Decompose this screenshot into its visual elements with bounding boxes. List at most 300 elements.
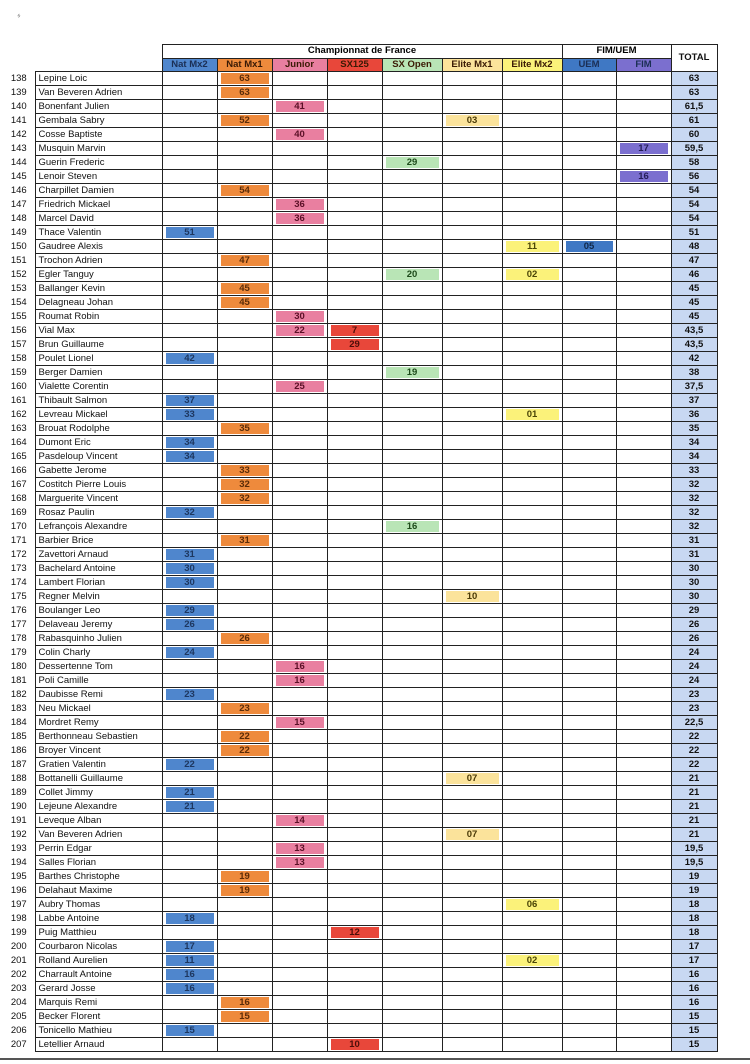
points-cell-sxopen xyxy=(382,128,442,142)
table-row xyxy=(3,114,717,128)
total-cell: 21 xyxy=(671,814,717,828)
points-cell-elitemx1 xyxy=(442,408,502,422)
points-cell-fim xyxy=(616,478,671,492)
points-cell-uem xyxy=(562,184,616,198)
points-cell-natmx2 xyxy=(162,730,217,744)
rider-name-cell: Van Beveren Adrien xyxy=(35,86,162,100)
rank-cell: 203 xyxy=(10,982,27,994)
points-value: 47 xyxy=(221,255,269,266)
points-cell-elitemx2 xyxy=(502,408,562,422)
points-cell-sx125 xyxy=(327,772,382,786)
table-row xyxy=(3,296,717,310)
points-cell-natmx2 xyxy=(162,548,217,562)
points-value: 30 xyxy=(276,311,324,322)
points-cell-natmx2 xyxy=(162,1010,217,1024)
points-cell-elitemx2 xyxy=(502,562,562,576)
points-cell-junior xyxy=(272,184,327,198)
points-cell-natmx2 xyxy=(162,422,217,436)
points-cell-sxopen xyxy=(382,506,442,520)
table-row xyxy=(3,310,717,324)
points-cell-fim xyxy=(616,184,671,198)
points-cell-natmx1 xyxy=(217,366,272,380)
points-cell-sx125 xyxy=(327,968,382,982)
points-cell-sx125 xyxy=(327,758,382,772)
points-cell-sxopen xyxy=(382,380,442,394)
total-cell: 47 xyxy=(671,254,717,268)
table-row xyxy=(3,912,717,926)
points-cell-fim xyxy=(616,954,671,968)
points-cell-natmx1 xyxy=(217,170,272,184)
points-cell-natmx2 xyxy=(162,254,217,268)
points-cell-natmx1 xyxy=(217,394,272,408)
points-cell-sxopen xyxy=(382,870,442,884)
points-cell-junior xyxy=(272,352,327,366)
points-cell-natmx2 xyxy=(162,212,217,226)
rider-name-cell: Thace Valentin xyxy=(35,226,162,240)
points-cell-uem xyxy=(562,772,616,786)
rider-name-cell: Marguerite Vincent xyxy=(35,492,162,506)
total-cell: 29 xyxy=(671,604,717,618)
points-cell-fim xyxy=(616,758,671,772)
points-cell-junior xyxy=(272,982,327,996)
points-cell-junior xyxy=(272,156,327,170)
total-cell: 18 xyxy=(671,898,717,912)
points-cell-uem xyxy=(562,114,616,128)
points-value: 22 xyxy=(221,731,269,742)
points-cell-natmx2 xyxy=(162,828,217,842)
points-cell-sxopen xyxy=(382,310,442,324)
points-cell-elitemx1 xyxy=(442,674,502,688)
points-cell-fim xyxy=(616,394,671,408)
points-cell-elitemx2 xyxy=(502,310,562,324)
points-value: 16 xyxy=(620,171,668,182)
group-header-france: Championnat de France xyxy=(162,45,562,59)
rider-name-cell: Leveque Alban xyxy=(35,814,162,828)
points-cell-elitemx2 xyxy=(502,912,562,926)
points-cell-elitemx1 xyxy=(442,842,502,856)
points-value: 21 xyxy=(166,801,214,812)
points-value: 11 xyxy=(166,955,214,966)
rider-name-cell: Trochon Adrien xyxy=(35,254,162,268)
points-cell-elitemx1 xyxy=(442,758,502,772)
points-cell-junior xyxy=(272,394,327,408)
points-cell-elitemx2 xyxy=(502,198,562,212)
points-cell-junior xyxy=(272,968,327,982)
points-value: 05 xyxy=(566,241,613,252)
points-cell-elitemx2 xyxy=(502,282,562,296)
total-cell: 30 xyxy=(671,562,717,576)
points-cell-fim xyxy=(616,982,671,996)
points-cell-natmx2 xyxy=(162,72,217,86)
points-cell-elitemx1 xyxy=(442,100,502,114)
points-cell-sx125 xyxy=(327,198,382,212)
points-cell-natmx1 xyxy=(217,492,272,506)
rank-cell: 138 xyxy=(10,72,27,84)
points-cell-natmx2 xyxy=(162,716,217,730)
total-cell: 21 xyxy=(671,828,717,842)
total-cell: 43,5 xyxy=(671,338,717,352)
points-cell-elitemx1 xyxy=(442,646,502,660)
rider-name-cell: Colin Charly xyxy=(35,646,162,660)
table-row xyxy=(3,198,717,212)
total-cell: 32 xyxy=(671,506,717,520)
header-spacer xyxy=(3,45,35,59)
points-cell-sx125 xyxy=(327,408,382,422)
total-cell: 32 xyxy=(671,492,717,506)
points-cell-fim xyxy=(616,842,671,856)
points-cell-elitemx1 xyxy=(442,72,502,86)
rank-cell: 139 xyxy=(10,86,27,98)
points-cell-natmx1 xyxy=(217,688,272,702)
points-cell-sx125 xyxy=(327,1010,382,1024)
points-cell-natmx2 xyxy=(162,534,217,548)
total-cell: 21 xyxy=(671,800,717,814)
table-row xyxy=(3,184,717,198)
points-cell-natmx1 xyxy=(217,618,272,632)
rank-cell: 170 xyxy=(10,520,27,532)
points-cell-uem xyxy=(562,604,616,618)
points-cell-elitemx1 xyxy=(442,114,502,128)
points-cell-junior xyxy=(272,772,327,786)
category-header-junior: Junior xyxy=(272,58,327,72)
points-cell-elitemx1 xyxy=(442,786,502,800)
points-cell-uem xyxy=(562,982,616,996)
points-cell-natmx2 xyxy=(162,394,217,408)
points-cell-uem xyxy=(562,268,616,282)
points-cell-elitemx1 xyxy=(442,352,502,366)
points-value: 22 xyxy=(166,759,214,770)
points-cell-sx125 xyxy=(327,870,382,884)
points-cell-sxopen xyxy=(382,632,442,646)
points-cell-elitemx2 xyxy=(502,842,562,856)
points-cell-natmx2 xyxy=(162,856,217,870)
table-row xyxy=(3,268,717,282)
total-cell: 22 xyxy=(671,730,717,744)
points-cell-junior xyxy=(272,534,327,548)
points-value: 30 xyxy=(166,577,214,588)
points-cell-sxopen xyxy=(382,940,442,954)
points-cell-sx125 xyxy=(327,422,382,436)
points-cell-sx125 xyxy=(327,590,382,604)
points-cell-fim xyxy=(616,464,671,478)
points-value: 29 xyxy=(386,157,439,168)
points-cell-natmx1 xyxy=(217,114,272,128)
points-cell-uem xyxy=(562,226,616,240)
points-cell-uem xyxy=(562,352,616,366)
rider-name-cell: Barbier Brice xyxy=(35,534,162,548)
points-cell-junior xyxy=(272,828,327,842)
points-cell-junior xyxy=(272,716,327,730)
points-cell-sx125 xyxy=(327,142,382,156)
rank-cell: 151 xyxy=(10,254,27,266)
points-cell-fim xyxy=(616,324,671,338)
points-cell-elitemx2 xyxy=(502,940,562,954)
points-cell-sx125 xyxy=(327,786,382,800)
points-cell-natmx1 xyxy=(217,870,272,884)
rank-cell: 179 xyxy=(10,646,27,658)
points-cell-sx125 xyxy=(327,884,382,898)
table-row xyxy=(3,86,717,100)
points-cell-sxopen xyxy=(382,408,442,422)
points-cell-elitemx1 xyxy=(442,436,502,450)
rider-name-cell: Mordret Remy xyxy=(35,716,162,730)
points-cell-fim xyxy=(616,604,671,618)
points-cell-elitemx2 xyxy=(502,856,562,870)
points-cell-uem xyxy=(562,842,616,856)
points-cell-fim xyxy=(616,436,671,450)
rider-name-cell: Rabasquinho Julien xyxy=(35,632,162,646)
total-cell: 15 xyxy=(671,1010,717,1024)
table-row xyxy=(3,576,717,590)
points-value: 11 xyxy=(506,241,559,252)
rank-cell: 188 xyxy=(10,772,27,784)
points-cell-elitemx1 xyxy=(442,926,502,940)
points-value: 31 xyxy=(166,549,214,560)
points-cell-natmx2 xyxy=(162,170,217,184)
points-cell-elitemx1 xyxy=(442,856,502,870)
rider-name-cell: Gabette Jerome xyxy=(35,464,162,478)
table-row xyxy=(3,450,717,464)
points-cell-natmx1 xyxy=(217,940,272,954)
rider-name-cell: Marcel David xyxy=(35,212,162,226)
table-row xyxy=(3,856,717,870)
points-cell-sx125 xyxy=(327,702,382,716)
points-cell-elitemx1 xyxy=(442,744,502,758)
points-cell-fim xyxy=(616,786,671,800)
points-value: 16 xyxy=(386,521,439,532)
points-cell-sx125 xyxy=(327,436,382,450)
points-cell-fim xyxy=(616,380,671,394)
table-row xyxy=(3,492,717,506)
rider-name-cell: Regner Melvin xyxy=(35,590,162,604)
rider-name-cell: Zavettori Arnaud xyxy=(35,548,162,562)
rank-cell: 206 xyxy=(10,1024,27,1036)
points-cell-sx125 xyxy=(327,520,382,534)
points-cell-sx125 xyxy=(327,394,382,408)
points-cell-elitemx2 xyxy=(502,534,562,548)
points-cell-sx125 xyxy=(327,1024,382,1038)
points-cell-fim xyxy=(616,1024,671,1038)
points-cell-sx125 xyxy=(327,170,382,184)
points-cell-natmx2 xyxy=(162,982,217,996)
points-cell-natmx2 xyxy=(162,282,217,296)
table-row xyxy=(3,464,717,478)
total-cell: 38 xyxy=(671,366,717,380)
table-row xyxy=(3,534,717,548)
points-cell-elitemx2 xyxy=(502,380,562,394)
points-cell-junior xyxy=(272,884,327,898)
points-cell-elitemx1 xyxy=(442,954,502,968)
rank-cell: 207 xyxy=(10,1038,27,1050)
points-cell-sx125 xyxy=(327,982,382,996)
points-cell-junior xyxy=(272,800,327,814)
points-cell-natmx1 xyxy=(217,296,272,310)
table-row xyxy=(3,366,717,380)
points-value: 02 xyxy=(506,955,559,966)
points-value: 52 xyxy=(221,115,269,126)
points-cell-natmx2 xyxy=(162,226,217,240)
points-cell-natmx1 xyxy=(217,198,272,212)
rider-name-cell: Bonenfant Julien xyxy=(35,100,162,114)
points-cell-natmx2 xyxy=(162,464,217,478)
points-cell-sx125 xyxy=(327,842,382,856)
points-cell-natmx1 xyxy=(217,968,272,982)
total-cell: 43,5 xyxy=(671,324,717,338)
points-cell-uem xyxy=(562,380,616,394)
points-value: 17 xyxy=(620,143,668,154)
points-cell-uem xyxy=(562,324,616,338)
points-value: 15 xyxy=(166,1025,214,1036)
table-row xyxy=(3,324,717,338)
points-cell-natmx1 xyxy=(217,254,272,268)
points-cell-elitemx1 xyxy=(442,1010,502,1024)
total-cell: 19,5 xyxy=(671,842,717,856)
points-cell-sx125 xyxy=(327,380,382,394)
points-cell-elitemx1 xyxy=(442,254,502,268)
category-header-row xyxy=(3,58,717,72)
rider-name-cell: Lefrançois Alexandre xyxy=(35,520,162,534)
points-cell-sx125 xyxy=(327,562,382,576)
points-cell-natmx1 xyxy=(217,856,272,870)
points-cell-elitemx2 xyxy=(502,142,562,156)
points-cell-natmx1 xyxy=(217,240,272,254)
points-cell-junior xyxy=(272,324,327,338)
rider-name-cell: Lejeune Alexandre xyxy=(35,800,162,814)
points-cell-uem xyxy=(562,632,616,646)
points-value: 15 xyxy=(276,717,324,728)
points-cell-uem xyxy=(562,240,616,254)
points-cell-elitemx2 xyxy=(502,646,562,660)
points-cell-sxopen xyxy=(382,716,442,730)
points-cell-uem xyxy=(562,562,616,576)
points-cell-junior xyxy=(272,1038,327,1052)
points-cell-elitemx1 xyxy=(442,142,502,156)
points-cell-natmx1 xyxy=(217,730,272,744)
points-cell-junior xyxy=(272,226,327,240)
points-cell-uem xyxy=(562,492,616,506)
rank-cell: 187 xyxy=(10,758,27,770)
points-cell-elitemx2 xyxy=(502,898,562,912)
points-cell-sx125 xyxy=(327,310,382,324)
points-cell-fim xyxy=(616,870,671,884)
total-cell: 18 xyxy=(671,926,717,940)
rank-cell: 177 xyxy=(10,618,27,630)
points-cell-natmx2 xyxy=(162,240,217,254)
points-cell-natmx1 xyxy=(217,660,272,674)
points-cell-elitemx2 xyxy=(502,800,562,814)
points-cell-natmx1 xyxy=(217,926,272,940)
points-cell-uem xyxy=(562,716,616,730)
points-cell-fim xyxy=(616,856,671,870)
points-cell-natmx2 xyxy=(162,842,217,856)
points-cell-fim xyxy=(616,100,671,114)
rider-name-cell: Barthes Christophe xyxy=(35,870,162,884)
total-cell: 42 xyxy=(671,352,717,366)
total-cell: 34 xyxy=(671,436,717,450)
points-cell-natmx1 xyxy=(217,380,272,394)
points-cell-fim xyxy=(616,646,671,660)
rank-cell: 143 xyxy=(10,142,27,154)
header-spacer xyxy=(35,45,162,59)
points-cell-uem xyxy=(562,702,616,716)
rank-cell: 175 xyxy=(10,590,27,602)
points-value: 03 xyxy=(446,115,499,126)
points-cell-sxopen xyxy=(382,646,442,660)
table-row xyxy=(3,772,717,786)
points-cell-natmx2 xyxy=(162,926,217,940)
points-cell-elitemx2 xyxy=(502,618,562,632)
table-row xyxy=(3,814,717,828)
points-cell-sxopen xyxy=(382,982,442,996)
points-cell-elitemx1 xyxy=(442,324,502,338)
points-cell-natmx2 xyxy=(162,772,217,786)
points-cell-natmx2 xyxy=(162,114,217,128)
points-cell-natmx2 xyxy=(162,996,217,1010)
points-cell-sx125 xyxy=(327,1038,382,1052)
rider-name-cell: Gembala Sabry xyxy=(35,114,162,128)
points-cell-elitemx2 xyxy=(502,660,562,674)
scan-mark-icon: ⸗ xyxy=(14,9,23,21)
points-cell-natmx1 xyxy=(217,226,272,240)
total-cell: 19 xyxy=(671,870,717,884)
rider-name-cell: Brouat Rodolphe xyxy=(35,422,162,436)
points-cell-elitemx2 xyxy=(502,772,562,786)
points-cell-junior xyxy=(272,870,327,884)
points-cell-elitemx2 xyxy=(502,226,562,240)
points-cell-sxopen xyxy=(382,492,442,506)
total-cell: 60 xyxy=(671,128,717,142)
rank-cell: 205 xyxy=(10,1010,27,1022)
points-cell-sx125 xyxy=(327,828,382,842)
points-cell-sx125 xyxy=(327,184,382,198)
points-cell-elitemx1 xyxy=(442,422,502,436)
points-cell-junior xyxy=(272,170,327,184)
points-cell-natmx2 xyxy=(162,366,217,380)
points-value: 45 xyxy=(221,283,269,294)
points-cell-natmx2 xyxy=(162,604,217,618)
points-cell-sx125 xyxy=(327,898,382,912)
points-cell-junior xyxy=(272,240,327,254)
points-cell-natmx2 xyxy=(162,562,217,576)
points-cell-junior xyxy=(272,576,327,590)
points-cell-natmx1 xyxy=(217,338,272,352)
total-cell: 30 xyxy=(671,590,717,604)
points-cell-elitemx1 xyxy=(442,548,502,562)
rank-cell: 145 xyxy=(10,170,27,182)
rider-name-cell: Letellier Arnaud xyxy=(35,1038,162,1052)
points-cell-elitemx1 xyxy=(442,394,502,408)
points-cell-elitemx2 xyxy=(502,254,562,268)
points-cell-uem xyxy=(562,786,616,800)
points-value: 23 xyxy=(166,689,214,700)
points-cell-sx125 xyxy=(327,576,382,590)
points-cell-natmx1 xyxy=(217,842,272,856)
points-cell-elitemx1 xyxy=(442,800,502,814)
table-row xyxy=(3,170,717,184)
points-cell-sx125 xyxy=(327,604,382,618)
table-row xyxy=(3,744,717,758)
points-cell-sx125 xyxy=(327,156,382,170)
points-cell-fim xyxy=(616,156,671,170)
points-cell-uem xyxy=(562,1038,616,1052)
points-cell-sxopen xyxy=(382,702,442,716)
rider-name-cell: Lepine Loic xyxy=(35,72,162,86)
points-cell-elitemx2 xyxy=(502,366,562,380)
points-cell-elitemx1 xyxy=(442,184,502,198)
header-group-row xyxy=(3,45,717,59)
points-cell-uem xyxy=(562,394,616,408)
table-row xyxy=(3,352,717,366)
